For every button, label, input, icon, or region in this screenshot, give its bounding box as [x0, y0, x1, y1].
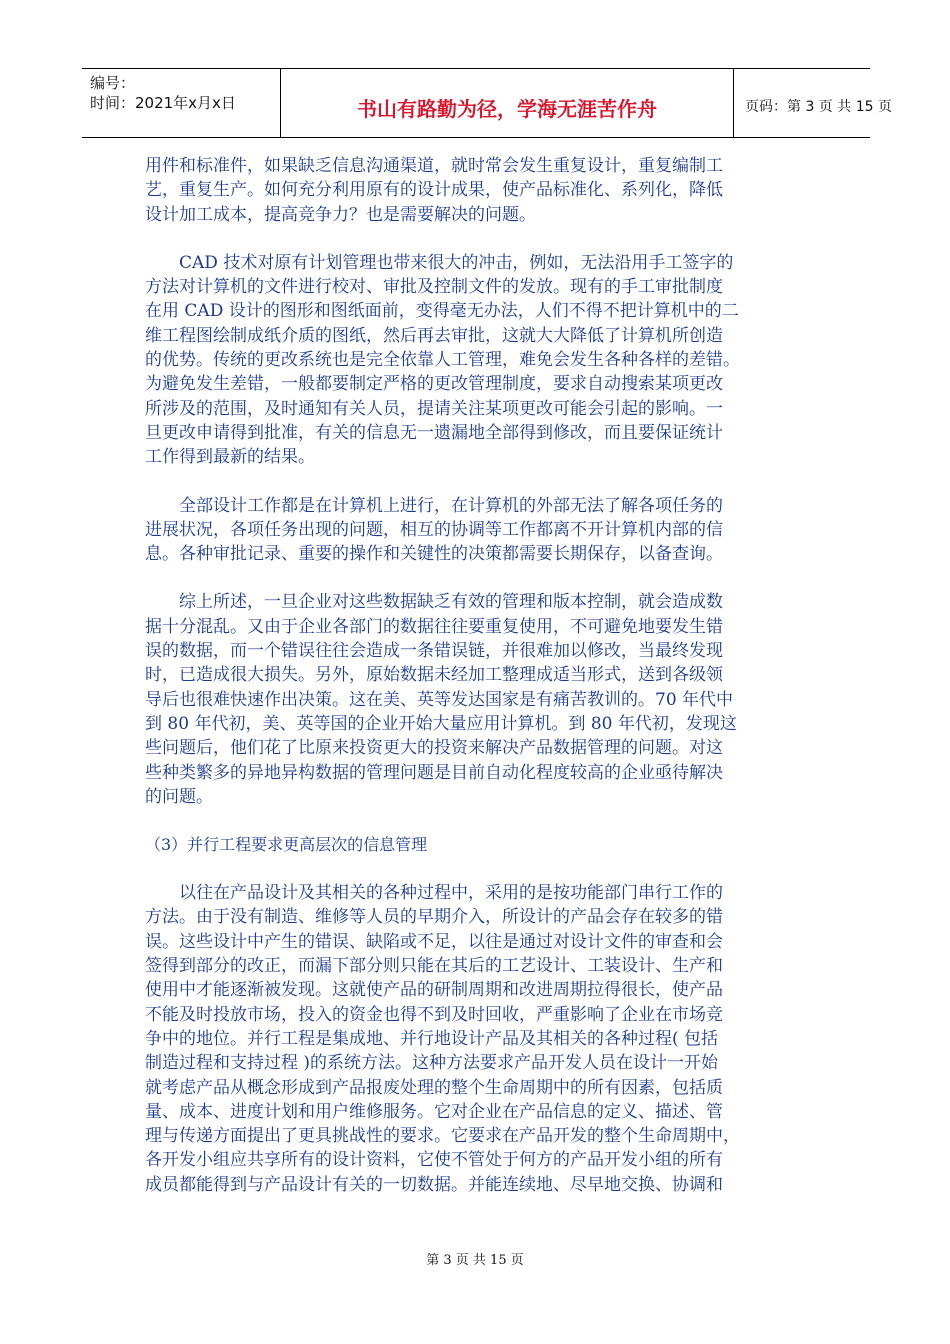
- text-line: 全部设计工作都是在计算机上进行，在计算机的外部无法了解各项任务的: [179, 495, 723, 516]
- document-body: [145, 154, 807, 1221]
- text-line: 争中的地位。并行工程是集成地、并行地设计产品及其相关的各种过程( 包括: [145, 1028, 719, 1049]
- header-motto: 书山有路勤为径，学海无涯苦作舟: [357, 97, 657, 121]
- text-line: 工作得到最新的结果。: [145, 447, 315, 468]
- section-heading: （3）并行工程要求更高层次的信息管理: [145, 835, 428, 855]
- text-line: 使用中才能逐渐被发现。这就使产品的研制周期和改进周期拉得很长，使产品: [145, 980, 723, 1001]
- text-line: 用件和标准件，如果缺乏信息沟通渠道，就时常会发生重复设计，重复编制工: [145, 156, 723, 176]
- page-footer: 第 3 页 共 15 页: [426, 1253, 524, 1268]
- text-line: 维工程图绘制成纸介质的图纸，然后再去审批，这就大大降低了计算机所创造: [145, 325, 723, 346]
- text-line: 各开发小组应共享所有的设计资料，它使不管处于何方的产品开发小组的所有: [145, 1150, 723, 1171]
- text-line: 就考虑产品从概念形成到产品报废处理的整个生命周期中的所有因素，包括质: [145, 1077, 723, 1098]
- text-line: 进展状况，各项任务出现的问题，相互的协调等工作都离不开计算机内部的信: [145, 519, 723, 540]
- text-line: 据十分混乱。又由于企业各部门的数据往往要重复使用，不可避免地要发生错: [145, 616, 723, 637]
- paragraph: [145, 154, 807, 227]
- text-line: 的优势。传统的更改系统也是完全依靠人工管理，难免会发生各种各样的差错。: [145, 350, 740, 371]
- paragraph: [145, 251, 807, 470]
- text-line: 为避免发生差错，一般都要制定严格的更改管理制度，要求自动搜索某项更改: [145, 374, 723, 395]
- header-page-cell: [735, 69, 892, 137]
- text-line: 方法。由于没有制造、维修等人员的早期介入，所设计的产品会存在较多的错: [145, 907, 723, 928]
- text-line: 误的数据，而一个错误往往会造成一条错误链，并很难加以修改，当最终发现: [145, 641, 723, 662]
- text-line: 理与传递方面提出了更具挑战性的要求。它要求在产品开发的整个生命周期中，: [145, 1126, 740, 1147]
- text-line: CAD 技术对原有计划管理也带来很大的冲击，例如，无法沿用手工签字的: [179, 252, 734, 273]
- paragraph: [145, 590, 807, 809]
- text-line: 息。各种审批记录、重要的操作和关键性的决策都需要长期保存，以备查询。: [145, 544, 723, 565]
- text-line: 签得到部分的改正，而漏下部分则只能在其后的工艺设计、工装设计、生产和: [145, 956, 723, 977]
- text-line: 方法对计算机的文件进行校对、审批及控制文件的发放。现有的手工审批制度: [145, 277, 723, 298]
- header-meta-cell: [82, 69, 281, 137]
- text-line: 些种类繁多的异地异构数据的管理问题是目前自动化程度较高的企业亟待解决: [145, 762, 723, 783]
- text-line: 综上所述，一旦企业对这些数据缺乏有效的管理和版本控制，就会造成数: [179, 592, 723, 613]
- text-line: 艺，重复生产。如何充分利用原有的设计成果，使产品标准化、系列化，降低: [145, 180, 723, 201]
- text-line: 些问题后，他们花了比原来投资更大的投资来解决产品数据管理的问题。对这: [145, 738, 723, 759]
- paragraph: [145, 494, 807, 567]
- text-line: 以往在产品设计及其相关的各种过程中，采用的是按功能部门串行工作的: [179, 883, 723, 904]
- paragraph: [145, 881, 807, 1197]
- document-code-label: 编号：: [90, 74, 136, 92]
- text-line: 成员都能得到与产品设计有关的一切数据。并能连续地、尽早地交换、协调和: [145, 1174, 723, 1195]
- header-motto-cell: [281, 69, 734, 137]
- text-line: 旦更改申请得到批准，有关的信息无一遗漏地全部得到修改，而且要保证统计: [145, 422, 723, 443]
- text-line: 设计加工成本，提高竞争力？也是需要解决的问题。: [145, 204, 536, 225]
- document-date: 时间：2021年x月x日: [90, 94, 236, 112]
- document-header: [82, 68, 892, 138]
- text-line: 的问题。: [145, 786, 213, 807]
- text-line: 制造过程和支持过程 )的系统方法。这种方法要求产品开发人员在设计一开始: [145, 1053, 719, 1074]
- text-line: 误。这些设计中产生的错误、缺陷或不足，以往是通过对设计文件的审查和会: [145, 931, 723, 952]
- text-line: 时，已造成很大损失。另外，原始数据未经加工整理成适当形式，送到各级领: [145, 665, 723, 686]
- text-line: 到 80 年代初，美、英等国的企业开始大量应用计算机。到 80 年代初，发现这: [145, 713, 737, 734]
- text-line: 不能及时投放市场，投入的资金也得不到及时回收，严重影响了企业在市场竞: [145, 1004, 723, 1025]
- header-page-info: 页码：第 3 页 共 15 页: [745, 99, 892, 115]
- text-line: 在用 CAD 设计的图形和图纸面前，变得毫无办法，人们不得不把计算机中的二: [145, 301, 739, 322]
- text-line: 所涉及的范围，及时通知有关人员，提请关注某项更改可能会引起的影响。一: [145, 398, 723, 419]
- text-line: 量、成本、进度计划和用户维修服务。它对企业在产品信息的定义、描述、管: [145, 1101, 723, 1122]
- text-line: 导后也很难快速作出决策。这在美、英等发达国家是有痛苦教训的。70 年代中: [145, 689, 734, 710]
